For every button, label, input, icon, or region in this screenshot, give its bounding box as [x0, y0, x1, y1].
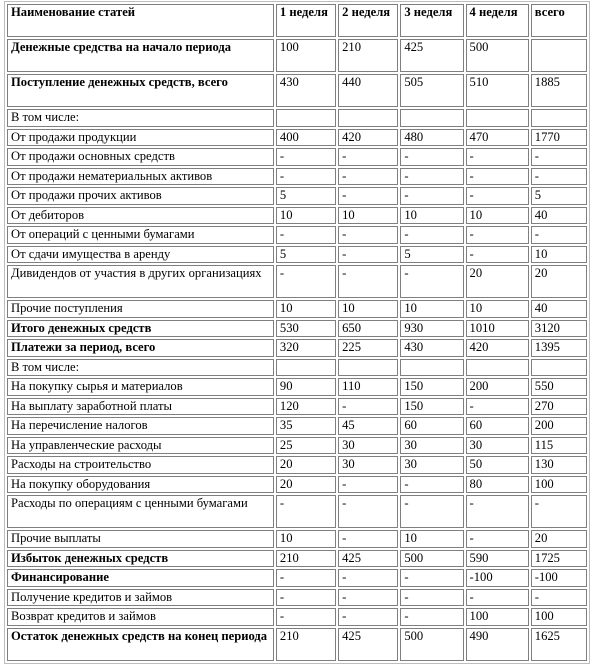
row-label: Прочие поступления [7, 300, 274, 318]
value-cell-week-1: 5 [276, 246, 336, 264]
value-cell-week-3: 480 [400, 129, 463, 147]
value-cell-week-1: 20 [276, 476, 336, 494]
value-cell-week-2: 10 [338, 207, 398, 225]
table-row [7, 74, 587, 107]
table-row [7, 359, 587, 377]
value-cell-week-4: 100 [466, 608, 529, 626]
value-cell-week-1: 25 [276, 437, 336, 455]
value-cell-total: - [531, 168, 587, 186]
value-cell-week-2: 440 [338, 74, 398, 107]
value-cell-week-1: 430 [276, 74, 336, 107]
value-cell-week-1: 210 [276, 628, 336, 661]
value-cell-week-2 [338, 359, 398, 377]
row-label: От продажи нематериальных активов [7, 168, 274, 186]
value-cell-week-3: - [400, 589, 463, 607]
row-label: Расходы по операциям с ценными бумагами [7, 495, 274, 528]
value-cell-week-2: 30 [338, 437, 398, 455]
value-cell-week-3: - [400, 148, 463, 166]
value-cell-week-1: 20 [276, 456, 336, 474]
table-row [7, 495, 587, 528]
value-cell-week-1: 10 [276, 530, 336, 548]
row-label: От продажи прочих активов [7, 187, 274, 205]
value-cell-week-2: - [338, 148, 398, 166]
value-cell-week-2: 425 [338, 628, 398, 661]
value-cell-week-2: - [338, 265, 398, 298]
row-label: Платежи за период, всего [7, 339, 274, 357]
table-row [7, 378, 587, 396]
value-cell-week-4: 10 [466, 300, 529, 318]
row-label: На выплату заработной платы [7, 398, 274, 416]
value-cell-week-2: - [338, 569, 398, 587]
table-row [7, 148, 587, 166]
value-cell-week-4 [466, 359, 529, 377]
value-cell-week-4: 80 [466, 476, 529, 494]
value-cell-week-1: 120 [276, 398, 336, 416]
value-cell-week-4: 420 [466, 339, 529, 357]
value-cell-week-4: 590 [466, 550, 529, 568]
value-cell-week-2: - [338, 246, 398, 264]
value-cell-total: 550 [531, 378, 587, 396]
value-cell-week-4: 490 [466, 628, 529, 661]
value-cell-total: 115 [531, 437, 587, 455]
value-cell-week-1: 100 [276, 39, 336, 72]
row-label: На перечисление налогов [7, 417, 274, 435]
table-row [7, 550, 587, 568]
table-row [7, 398, 587, 416]
value-cell-week-1: - [276, 495, 336, 528]
row-label: Прочие выплаты [7, 530, 274, 548]
value-cell-total: 1625 [531, 628, 587, 661]
table-row [7, 39, 587, 72]
value-cell-total: 200 [531, 417, 587, 435]
value-cell-week-2: - [338, 476, 398, 494]
value-cell-week-1: - [276, 226, 336, 244]
value-cell-total: - [531, 495, 587, 528]
row-label: Избыток денежных средств [7, 550, 274, 568]
value-cell-week-1: 400 [276, 129, 336, 147]
value-cell-week-2: - [338, 226, 398, 244]
value-cell-week-3: - [400, 226, 463, 244]
value-cell-week-4: 10 [466, 207, 529, 225]
row-label: От операций с ценными бумагами [7, 226, 274, 244]
table-row [7, 476, 587, 494]
value-cell-week-2: 10 [338, 300, 398, 318]
value-cell-week-4: - [466, 495, 529, 528]
row-label: От продажи продукции [7, 129, 274, 147]
value-cell-total: 10 [531, 246, 587, 264]
table-row [7, 109, 587, 127]
value-cell-week-3: 150 [400, 398, 463, 416]
value-cell-week-3: 10 [400, 207, 463, 225]
value-cell-total: 130 [531, 456, 587, 474]
value-cell-total: 100 [531, 476, 587, 494]
table-row [7, 246, 587, 264]
value-cell-total: 1395 [531, 339, 587, 357]
value-cell-week-4: - [466, 168, 529, 186]
row-label: На покупку сырья и материалов [7, 378, 274, 396]
value-cell-week-4: - [466, 246, 529, 264]
table-row [7, 569, 587, 587]
value-cell-week-2: - [338, 495, 398, 528]
table-row [7, 628, 587, 661]
table-row [7, 589, 587, 607]
value-cell-total: - [531, 226, 587, 244]
value-cell-week-1: - [276, 569, 336, 587]
value-cell-week-3: 150 [400, 378, 463, 396]
value-cell-week-4: - [466, 226, 529, 244]
value-cell-week-2: 45 [338, 417, 398, 435]
value-cell-week-1: 320 [276, 339, 336, 357]
row-label: На управленческие расходы [7, 437, 274, 455]
value-cell-week-3: 5 [400, 246, 463, 264]
value-cell-week-4: - [466, 530, 529, 548]
value-cell-total: -100 [531, 569, 587, 587]
table-row [7, 226, 587, 244]
value-cell-week-3: - [400, 476, 463, 494]
value-cell-week-4: - [466, 398, 529, 416]
row-label: В том числе: [7, 359, 274, 377]
row-label: От сдачи имущества в аренду [7, 246, 274, 264]
value-cell-week-3: 500 [400, 550, 463, 568]
table-row [7, 168, 587, 186]
value-cell-week-4: 1010 [466, 320, 529, 338]
table-row [7, 265, 587, 298]
value-cell-week-3: - [400, 187, 463, 205]
row-label: На покупку оборудования [7, 476, 274, 494]
value-cell-week-3: - [400, 569, 463, 587]
value-cell-week-4: -100 [466, 569, 529, 587]
table-row [7, 207, 587, 225]
row-label: Дивидендов от участия в других организациях [7, 265, 274, 298]
value-cell-week-2: - [338, 608, 398, 626]
value-cell-week-2: 110 [338, 378, 398, 396]
value-cell-week-3: 430 [400, 339, 463, 357]
value-cell-week-1: - [276, 589, 336, 607]
cash-flow-table-body [7, 4, 587, 661]
value-cell-week-1: 210 [276, 550, 336, 568]
value-cell-week-4: - [466, 589, 529, 607]
value-cell-week-4: 200 [466, 378, 529, 396]
value-cell-total: 3120 [531, 320, 587, 338]
value-cell-week-3 [400, 359, 463, 377]
row-label: Возврат кредитов и займов [7, 608, 274, 626]
cash-flow-table [4, 1, 590, 664]
value-cell-week-1 [276, 359, 336, 377]
value-cell-week-3: - [400, 265, 463, 298]
row-label: Финансирование [7, 569, 274, 587]
value-cell-week-4: 500 [466, 39, 529, 72]
value-cell-week-1 [276, 109, 336, 127]
value-cell-total [531, 359, 587, 377]
value-cell-week-3: 10 [400, 300, 463, 318]
value-cell-total: - [531, 589, 587, 607]
value-cell-week-2: - [338, 187, 398, 205]
value-cell-total: 1885 [531, 74, 587, 107]
value-cell-week-4: 30 [466, 437, 529, 455]
value-cell-week-2: 225 [338, 339, 398, 357]
table-row [7, 320, 587, 338]
value-cell-week-1: - [276, 265, 336, 298]
table-row [7, 530, 587, 548]
value-cell-week-2: 420 [338, 129, 398, 147]
value-cell-total: 20 [531, 530, 587, 548]
table-row [7, 456, 587, 474]
value-cell-total: 1770 [531, 129, 587, 147]
value-cell-week-2: 650 [338, 320, 398, 338]
value-cell-week-3: - [400, 608, 463, 626]
table-row [7, 417, 587, 435]
value-cell-total: 100 [531, 608, 587, 626]
value-cell-week-4: - [466, 187, 529, 205]
value-cell-week-3: - [400, 168, 463, 186]
value-cell-week-3: 500 [400, 628, 463, 661]
value-cell-week-2: 30 [338, 456, 398, 474]
value-cell-week-2: - [338, 168, 398, 186]
value-cell-total: 40 [531, 300, 587, 318]
row-label: Получение кредитов и займов [7, 589, 274, 607]
header-cell-week-4: 4 неделя [466, 4, 529, 37]
header-cell-week-1: 1 неделя [276, 4, 336, 37]
value-cell-week-3 [400, 109, 463, 127]
table-header-row [7, 4, 587, 37]
row-label: Денежные средства на начало периода [7, 39, 274, 72]
value-cell-week-2: - [338, 398, 398, 416]
value-cell-total [531, 39, 587, 72]
value-cell-week-2: - [338, 530, 398, 548]
value-cell-week-4 [466, 109, 529, 127]
table-row [7, 129, 587, 147]
row-label: Остаток денежных средств на конец периода [7, 628, 274, 661]
value-cell-week-2 [338, 109, 398, 127]
value-cell-week-4: 470 [466, 129, 529, 147]
value-cell-week-4: 60 [466, 417, 529, 435]
value-cell-week-3: 10 [400, 530, 463, 548]
header-cell-item-name: Наименование статей [7, 4, 274, 37]
value-cell-week-3: 505 [400, 74, 463, 107]
value-cell-week-1: 530 [276, 320, 336, 338]
value-cell-week-1: - [276, 168, 336, 186]
value-cell-total: 20 [531, 265, 587, 298]
table-row [7, 437, 587, 455]
value-cell-week-3: 30 [400, 437, 463, 455]
row-label: Расходы на строительство [7, 456, 274, 474]
row-label: В том числе: [7, 109, 274, 127]
row-label: От продажи основных средств [7, 148, 274, 166]
header-cell-week-3: 3 неделя [400, 4, 463, 37]
row-label: Итого денежных средств [7, 320, 274, 338]
value-cell-week-1: 10 [276, 300, 336, 318]
value-cell-week-3: 30 [400, 456, 463, 474]
value-cell-week-4: - [466, 148, 529, 166]
row-label: Поступление денежных средств, всего [7, 74, 274, 107]
table-row [7, 300, 587, 318]
table-row [7, 187, 587, 205]
value-cell-total: 40 [531, 207, 587, 225]
table-row [7, 339, 587, 357]
value-cell-week-1: - [276, 148, 336, 166]
row-label: От дебиторов [7, 207, 274, 225]
value-cell-week-1: 5 [276, 187, 336, 205]
value-cell-total [531, 109, 587, 127]
value-cell-week-1: 35 [276, 417, 336, 435]
value-cell-week-3: 930 [400, 320, 463, 338]
value-cell-week-1: - [276, 608, 336, 626]
value-cell-week-3: - [400, 495, 463, 528]
value-cell-week-1: 90 [276, 378, 336, 396]
value-cell-week-2: 425 [338, 550, 398, 568]
value-cell-week-2: 210 [338, 39, 398, 72]
value-cell-week-4: 50 [466, 456, 529, 474]
value-cell-week-4: 510 [466, 74, 529, 107]
value-cell-week-3: 425 [400, 39, 463, 72]
value-cell-week-1: 10 [276, 207, 336, 225]
value-cell-week-4: 20 [466, 265, 529, 298]
value-cell-total: 5 [531, 187, 587, 205]
value-cell-week-2: - [338, 589, 398, 607]
table-row [7, 608, 587, 626]
header-cell-total: всего [531, 4, 587, 37]
value-cell-total: 270 [531, 398, 587, 416]
value-cell-week-3: 60 [400, 417, 463, 435]
value-cell-total: 1725 [531, 550, 587, 568]
value-cell-total: - [531, 148, 587, 166]
header-cell-week-2: 2 неделя [338, 4, 398, 37]
